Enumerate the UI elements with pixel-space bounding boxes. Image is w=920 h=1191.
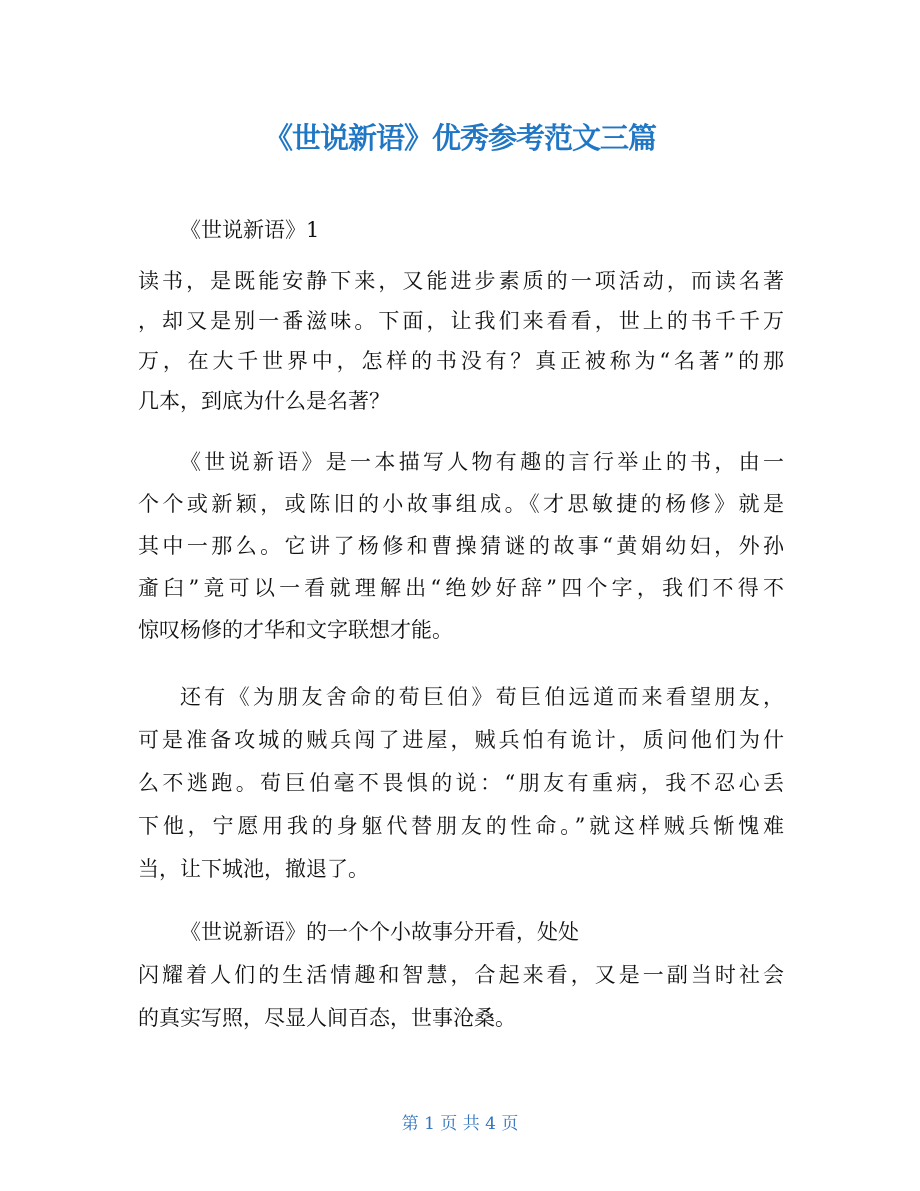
paragraph-line: 其中一那么。它讲了杨修和曹操猜谜的故事“黄娟幼妇，外孙 — [138, 534, 784, 558]
paragraph-line: 可是准备攻城的贼兵闯了进屋，贼兵怕有诡计，质问他们为什 — [138, 728, 784, 752]
paragraph-line: ，却又是别一番滋味。下面，让我们来看看，世上的书千千万 — [138, 309, 784, 333]
paragraph-line: 当，让下城池，撤退了。 — [138, 857, 369, 881]
paragraph-line: 读书，是既能安静下来，又能进步素质的一项活动，而读名著 — [138, 269, 784, 293]
paragraph-line: 齑臼”竟可以一看就理解出“绝妙好辞”四个字，我们不得不 — [138, 576, 784, 600]
paragraph-line: 下他，宁愿用我的身躯代替朋友的性命。”就这样贼兵惭愧难 — [138, 814, 784, 838]
paragraph-line: 万，在大千世界中，怎样的书没有？真正被称为“名著”的那 — [138, 349, 784, 373]
section-heading: 《世说新语》1 — [180, 218, 320, 242]
page-number-footer: 第 1 页 共 4 页 — [401, 1114, 519, 1134]
paragraph-line: 还有《为朋友舍命的荀巨伯》荀巨伯远道而来看望朋友， — [180, 685, 784, 709]
paragraph-line: 惊叹杨修的才华和文字联想才能。 — [138, 618, 453, 642]
paragraph-line: 个个或新颖，或陈旧的小故事组成。《才思敏捷的杨修》就是 — [138, 492, 784, 516]
paragraph-line: 《世说新语》的一个个小故事分开看，处处 — [180, 920, 579, 944]
paragraph-line: 闪耀着人们的生活情趣和智慧，合起来看，又是一副当时社会 — [138, 963, 784, 987]
document-title: 《世说新语》优秀参考范文三篇 — [263, 121, 656, 155]
paragraph-line: 几本，到底为什么是名著？ — [138, 389, 390, 413]
paragraph-line: 么不逃跑。荀巨伯毫不畏惧的说：“朋友有重病，我不忍心丢 — [138, 771, 784, 795]
paragraph-line: 《世说新语》是一本描写人物有趣的言行举止的书，由一 — [180, 450, 784, 474]
paragraph-line: 的真实写照，尽显人间百态，世事沧桑。 — [138, 1006, 516, 1030]
